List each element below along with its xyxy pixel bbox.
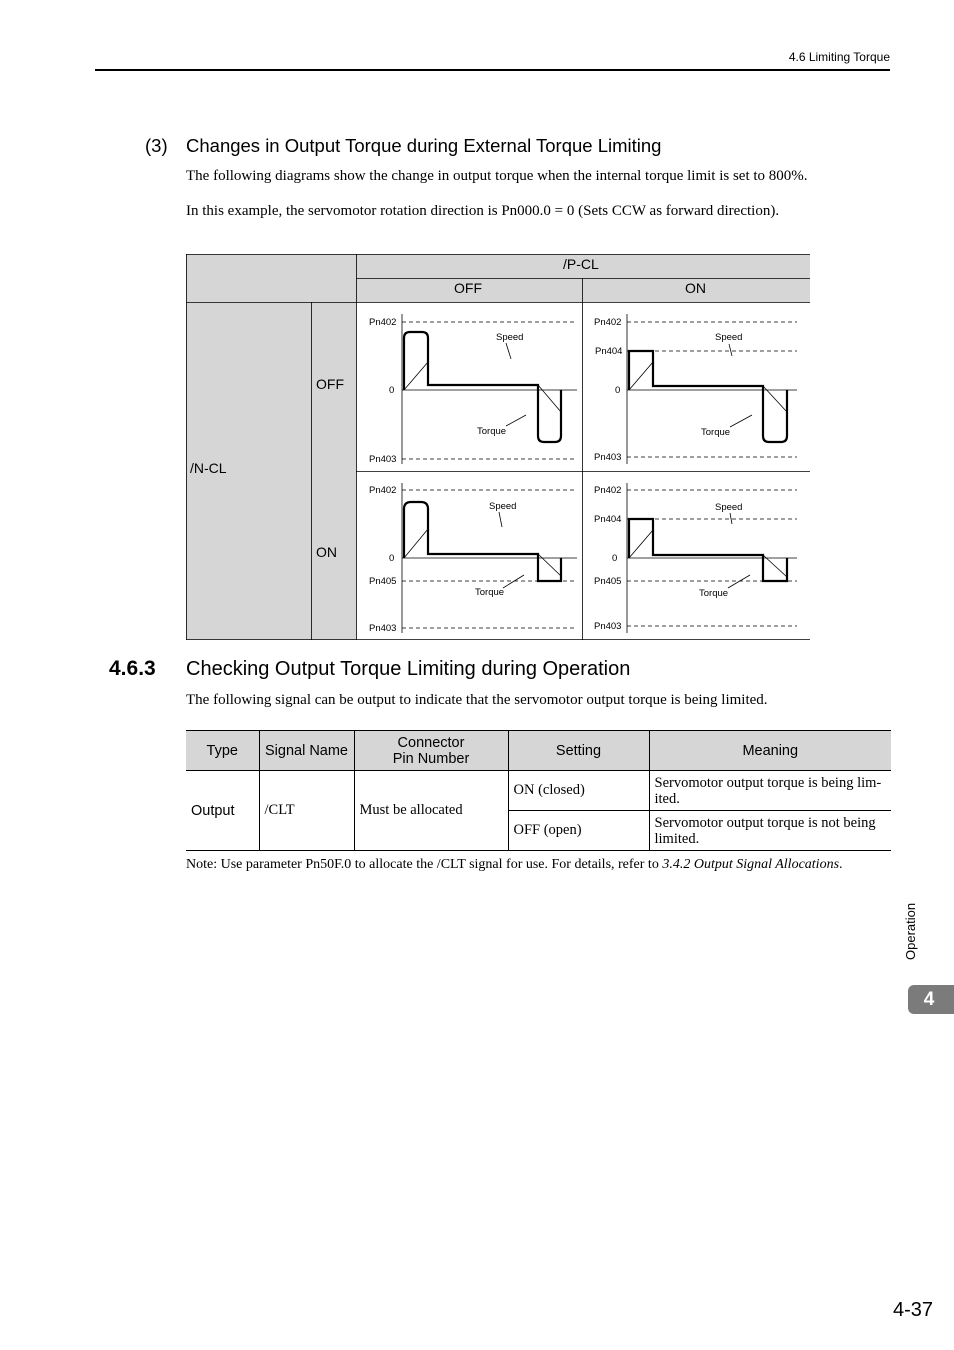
cell-setting-on: ON (closed) <box>508 771 649 811</box>
torque-label: Torque <box>701 427 731 438</box>
page-number: 4-37 <box>893 1299 934 1321</box>
tick-pn402: Pn402 <box>369 485 397 496</box>
header-connector-line2: Pin Number <box>392 750 470 767</box>
n-cl-off-label: OFF <box>316 376 344 392</box>
torque-label: Torque <box>477 426 507 437</box>
cell-meaning-on: Servomotor output torque is being lim-ited. <box>649 771 891 811</box>
subsection-number: 4.6.3 <box>109 657 156 680</box>
table-row <box>186 771 891 811</box>
p-cl-off-label: OFF <box>454 280 482 296</box>
torque-label: Torque <box>699 588 729 599</box>
diagram-grid-lines <box>186 254 810 640</box>
header-signal-name: Signal Name <box>259 731 354 771</box>
cell-signal: /CLT <box>259 771 354 851</box>
speed-label: Speed <box>715 332 743 343</box>
diagram-graphs <box>186 254 810 640</box>
torque-label: Torque <box>475 587 505 598</box>
header-setting: Setting <box>508 731 649 771</box>
note <box>186 857 843 873</box>
note-reference-link[interactable]: 3.4.2 Output Signal Allocations <box>662 857 840 872</box>
section-number: (3) <box>145 135 168 156</box>
cell-meaning-off: Servomotor output torque is not being limited. <box>649 811 891 851</box>
chapter-number: 4 <box>923 989 935 1010</box>
tick-zero: 0 <box>615 385 621 396</box>
side-tab-label: Operation <box>903 902 918 960</box>
running-header: 4.6 Limiting Torque <box>788 50 890 64</box>
tick-pn403: Pn403 <box>594 452 622 463</box>
tick-pn403: Pn403 <box>369 623 397 634</box>
section-paragraph-2: In this example, the servomotor rotation direction is Pn000.0 = 0 (Sets CCW as forward direction). <box>186 203 780 219</box>
section-paragraph-1: The following diagrams show the change in output torque when the internal torque limit is set to 800%. <box>186 168 808 184</box>
n-cl-label: /N-CL <box>190 460 227 476</box>
graph-pcl-on-ncl-on <box>594 483 797 633</box>
cell-type: Output <box>186 771 259 851</box>
section-title: Changes in Output Torque during External Torque Limiting <box>186 135 662 156</box>
header-type: Type <box>186 731 259 771</box>
subsection-title: Checking Output Torque Limiting during Operation <box>186 658 631 680</box>
tick-pn403: Pn403 <box>594 621 622 632</box>
subsection-intro: The following signal can be output to indicate that the servomotor output torque is being limited. <box>186 692 768 708</box>
tick-pn404: Pn404 <box>595 346 623 357</box>
graph-pcl-on-ncl-off <box>594 314 797 464</box>
graph-pcl-off-ncl-on <box>369 483 577 634</box>
tick-pn402: Pn402 <box>594 317 622 328</box>
speed-label: Speed <box>489 501 517 512</box>
cell-setting-off: OFF (open) <box>508 811 649 851</box>
tick-pn402: Pn402 <box>594 485 622 496</box>
tick-pn405: Pn405 <box>594 576 622 587</box>
signal-table <box>186 730 891 851</box>
speed-label: Speed <box>496 332 524 343</box>
tick-pn403: Pn403 <box>369 454 397 465</box>
p-cl-on-label: ON <box>685 280 706 296</box>
signal-table-header-row <box>186 731 891 771</box>
torque-limit-diagram-table <box>186 254 810 640</box>
tick-pn404: Pn404 <box>594 514 622 525</box>
tick-zero: 0 <box>389 553 395 564</box>
header-connector-line1: Connector <box>397 734 465 751</box>
tick-pn405: Pn405 <box>369 576 397 587</box>
tick-zero: 0 <box>389 385 395 396</box>
header-meaning: Meaning <box>649 731 891 771</box>
tick-pn402: Pn402 <box>369 317 397 328</box>
n-cl-on-label: ON <box>316 544 337 560</box>
note-end: . <box>839 857 843 872</box>
note-text: Note: Use parameter Pn50F.0 to allocate the /CLT signal for use. For details, refer to <box>186 857 663 872</box>
p-cl-label: /P-CL <box>563 256 599 272</box>
cell-pin: Must be allocated <box>354 771 508 851</box>
speed-label: Speed <box>715 502 743 513</box>
tick-zero: 0 <box>612 553 618 564</box>
header-rule <box>95 69 890 71</box>
graph-pcl-off-ncl-off <box>369 314 577 465</box>
header-connector-pin <box>354 731 508 771</box>
